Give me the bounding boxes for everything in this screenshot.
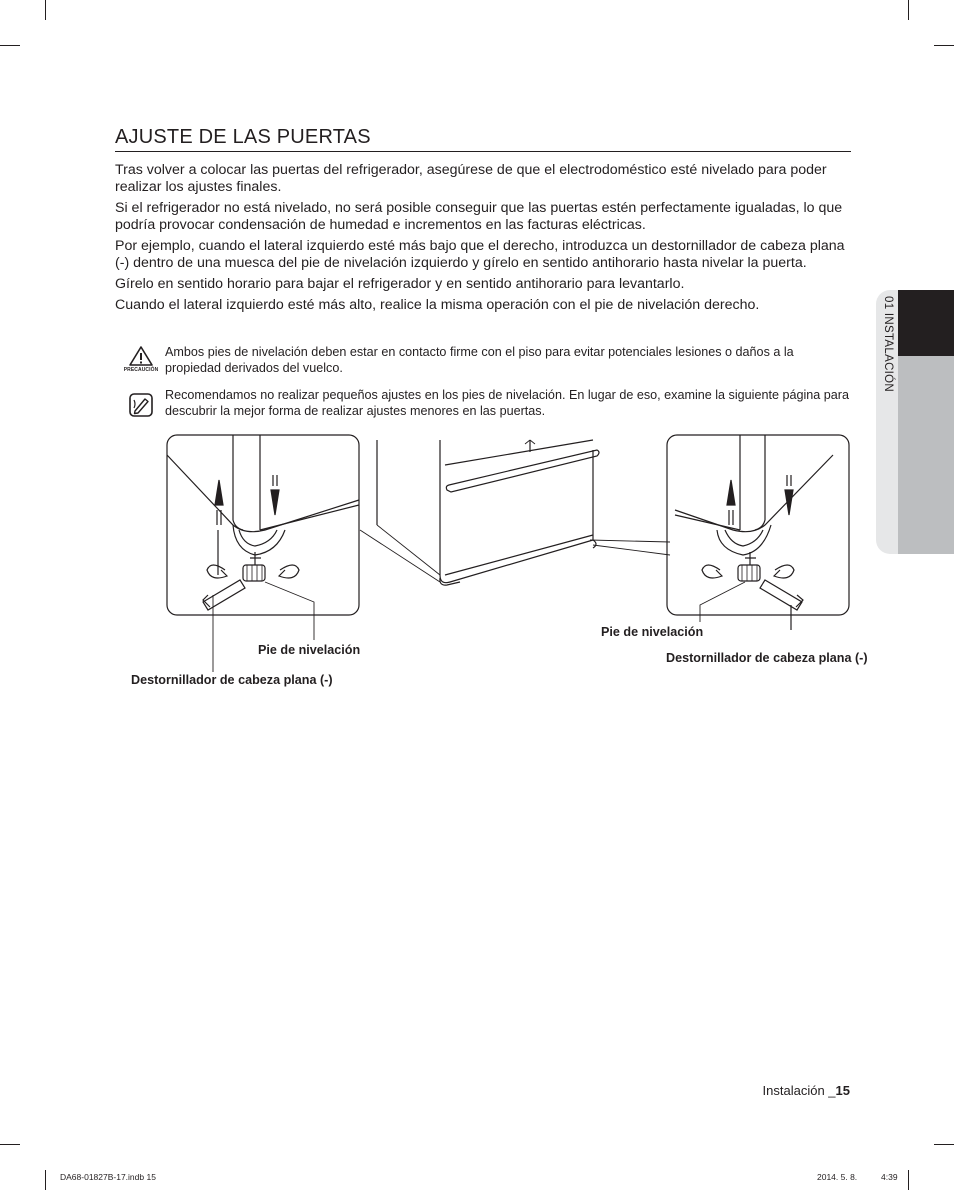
caution-label: PRECAUCIÓN [123,367,159,373]
caution-text: Ambos pies de nivelación deben estar en contacto firme con el piso para evitar potenciales lesiones o daños a la propiedad derivados del vuelco. [165,345,794,375]
title-rule [115,151,851,152]
left-screwdriver-label: Destornillador de cabeza plana (-) [131,673,333,687]
note-pencil-icon [128,392,154,418]
right-foot-label: Pie de nivelación [601,625,704,639]
body-text [115,162,850,318]
right-screwdriver-label: Destornillador de cabeza plana (-) [666,651,868,665]
crop-mark [934,1144,954,1145]
leveling-diagram [115,430,868,700]
paragraph: Tras volver a colocar las puertas del refrigerador, asegúrese de que el electrodoméstico esté nivelado para poder realizar los ajustes finales. [115,162,827,195]
crop-mark [934,45,954,46]
chapter-tab-marker [898,290,954,356]
crop-mark [908,1170,909,1190]
slug-file: DA68-01827B-17.indb 15 [60,1172,156,1182]
chapter-tab [876,290,954,554]
slug-date: 2014. 5. 8. [817,1172,858,1182]
footer-section: Instalación _ [762,1083,836,1098]
page-title: AJUSTE DE LAS PUERTAS [115,126,371,148]
note-text: Recomendamos no realizar pequeños ajustes en los pies de nivelación. En lugar de eso, examine la siguiente página para descubrir la mejor forma de realizar ajustes menores en las puertas. [165,388,849,418]
page-footer [763,1083,850,1098]
paragraph: Si el refrigerador no está nivelado, no será posible conseguir que las puertas estén perfectamente igualadas, lo que podría provocar condensación de humedad e incrementos en las facturas eléctricas. [115,200,843,233]
page-number: 15 [835,1083,850,1098]
paragraph: Por ejemplo, cuando el lateral izquierdo esté más bajo que el derecho, introduzca un destornillador de cabeza plana (-) dentro de una muesca del pie de nivelación izquierdo y gírelo en sentido antihorario hasta nivelar la puerta. [115,238,845,271]
crop-mark [0,45,20,46]
crop-mark [45,1170,46,1190]
slug-time: 4:39 [881,1172,898,1182]
left-foot-label: Pie de nivelación [258,643,361,657]
chapter-tab-band [898,356,954,554]
crop-mark [0,1144,20,1145]
paragraph: Cuando el lateral izquierdo esté más alto, realice la misma operación con el pie de nivelación derecho. [115,297,760,313]
paragraph: Gírelo en sentido horario para bajar el refrigerador y en sentido antihorario para levantarlo. [115,276,685,292]
chapter-tab-label: 01 INSTALACIÓN [882,296,894,393]
crop-mark [908,0,909,20]
crop-mark [45,0,46,20]
